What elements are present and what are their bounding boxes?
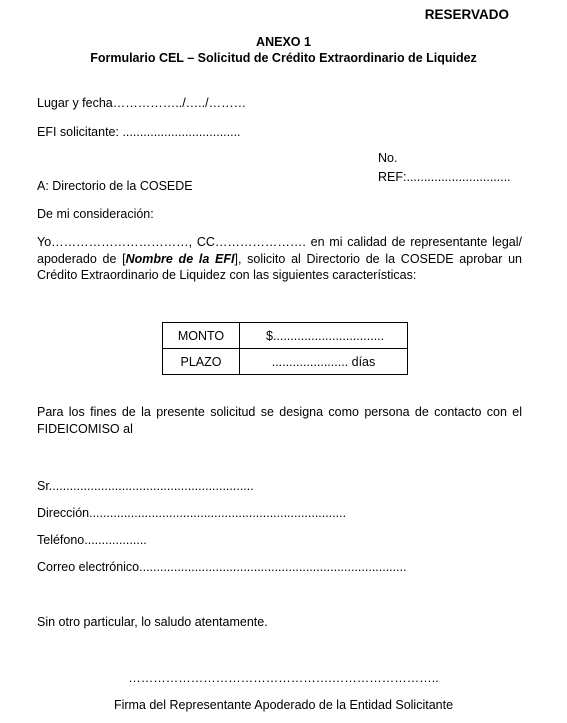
classification-label: RESERVADO xyxy=(424,7,509,22)
request-paragraph xyxy=(37,234,522,284)
signature-line: ………………………………………….…………………….. xyxy=(128,671,439,685)
contact-phone-field: Teléfono.................. xyxy=(37,533,147,547)
ref-field: REF:.............................. xyxy=(378,170,511,184)
place-date-field: Lugar y fecha……………../…../……… xyxy=(37,96,247,110)
efi-applicant-field: EFI solicitante: .................................. xyxy=(37,125,241,139)
request-text-part1: Yo……………………………, CC…………………. en mi calidad de representante legal/ apoderado de [ xyxy=(37,235,522,266)
amount-value: $................................ xyxy=(240,323,408,349)
annex-heading: ANEXO 1 xyxy=(256,35,311,49)
closing-text: Sin otro particular, lo saludo atentamente. xyxy=(37,615,268,629)
term-value: ...................... días xyxy=(240,349,408,375)
contact-paragraph: Para los fines de la presente solicitud se designa como persona de contacto con el FIDEICOMISO al xyxy=(37,405,522,436)
efi-name-placeholder: Nombre de la EFI xyxy=(125,251,235,266)
request-text-part2: ], solicito al Directorio de la COSEDE aprobar un Crédito Extraordinario de Liquidez con las siguientes características: xyxy=(37,251,523,282)
loan-terms-table xyxy=(162,322,408,375)
amount-label: MONTO xyxy=(163,323,240,349)
contact-name-field: Sr........................................................... xyxy=(37,479,254,493)
form-title: Formulario CEL – Solicitud de Crédito Extraordinario de Liquidez xyxy=(90,51,477,65)
term-label: PLAZO xyxy=(163,349,240,375)
number-field: No. xyxy=(378,151,398,165)
signature-caption: Firma del Representante Apoderado de la Entidad Solicitante xyxy=(113,698,454,712)
table-row xyxy=(163,323,408,349)
greeting: De mi consideración: xyxy=(37,207,154,221)
recipient: A: Directorio de la COSEDE xyxy=(37,179,193,193)
contact-address-field: Dirección.......................................................................... xyxy=(37,506,347,520)
contact-email-field: Correo electrónico............................................................................. xyxy=(37,560,407,574)
table-row xyxy=(163,349,408,375)
